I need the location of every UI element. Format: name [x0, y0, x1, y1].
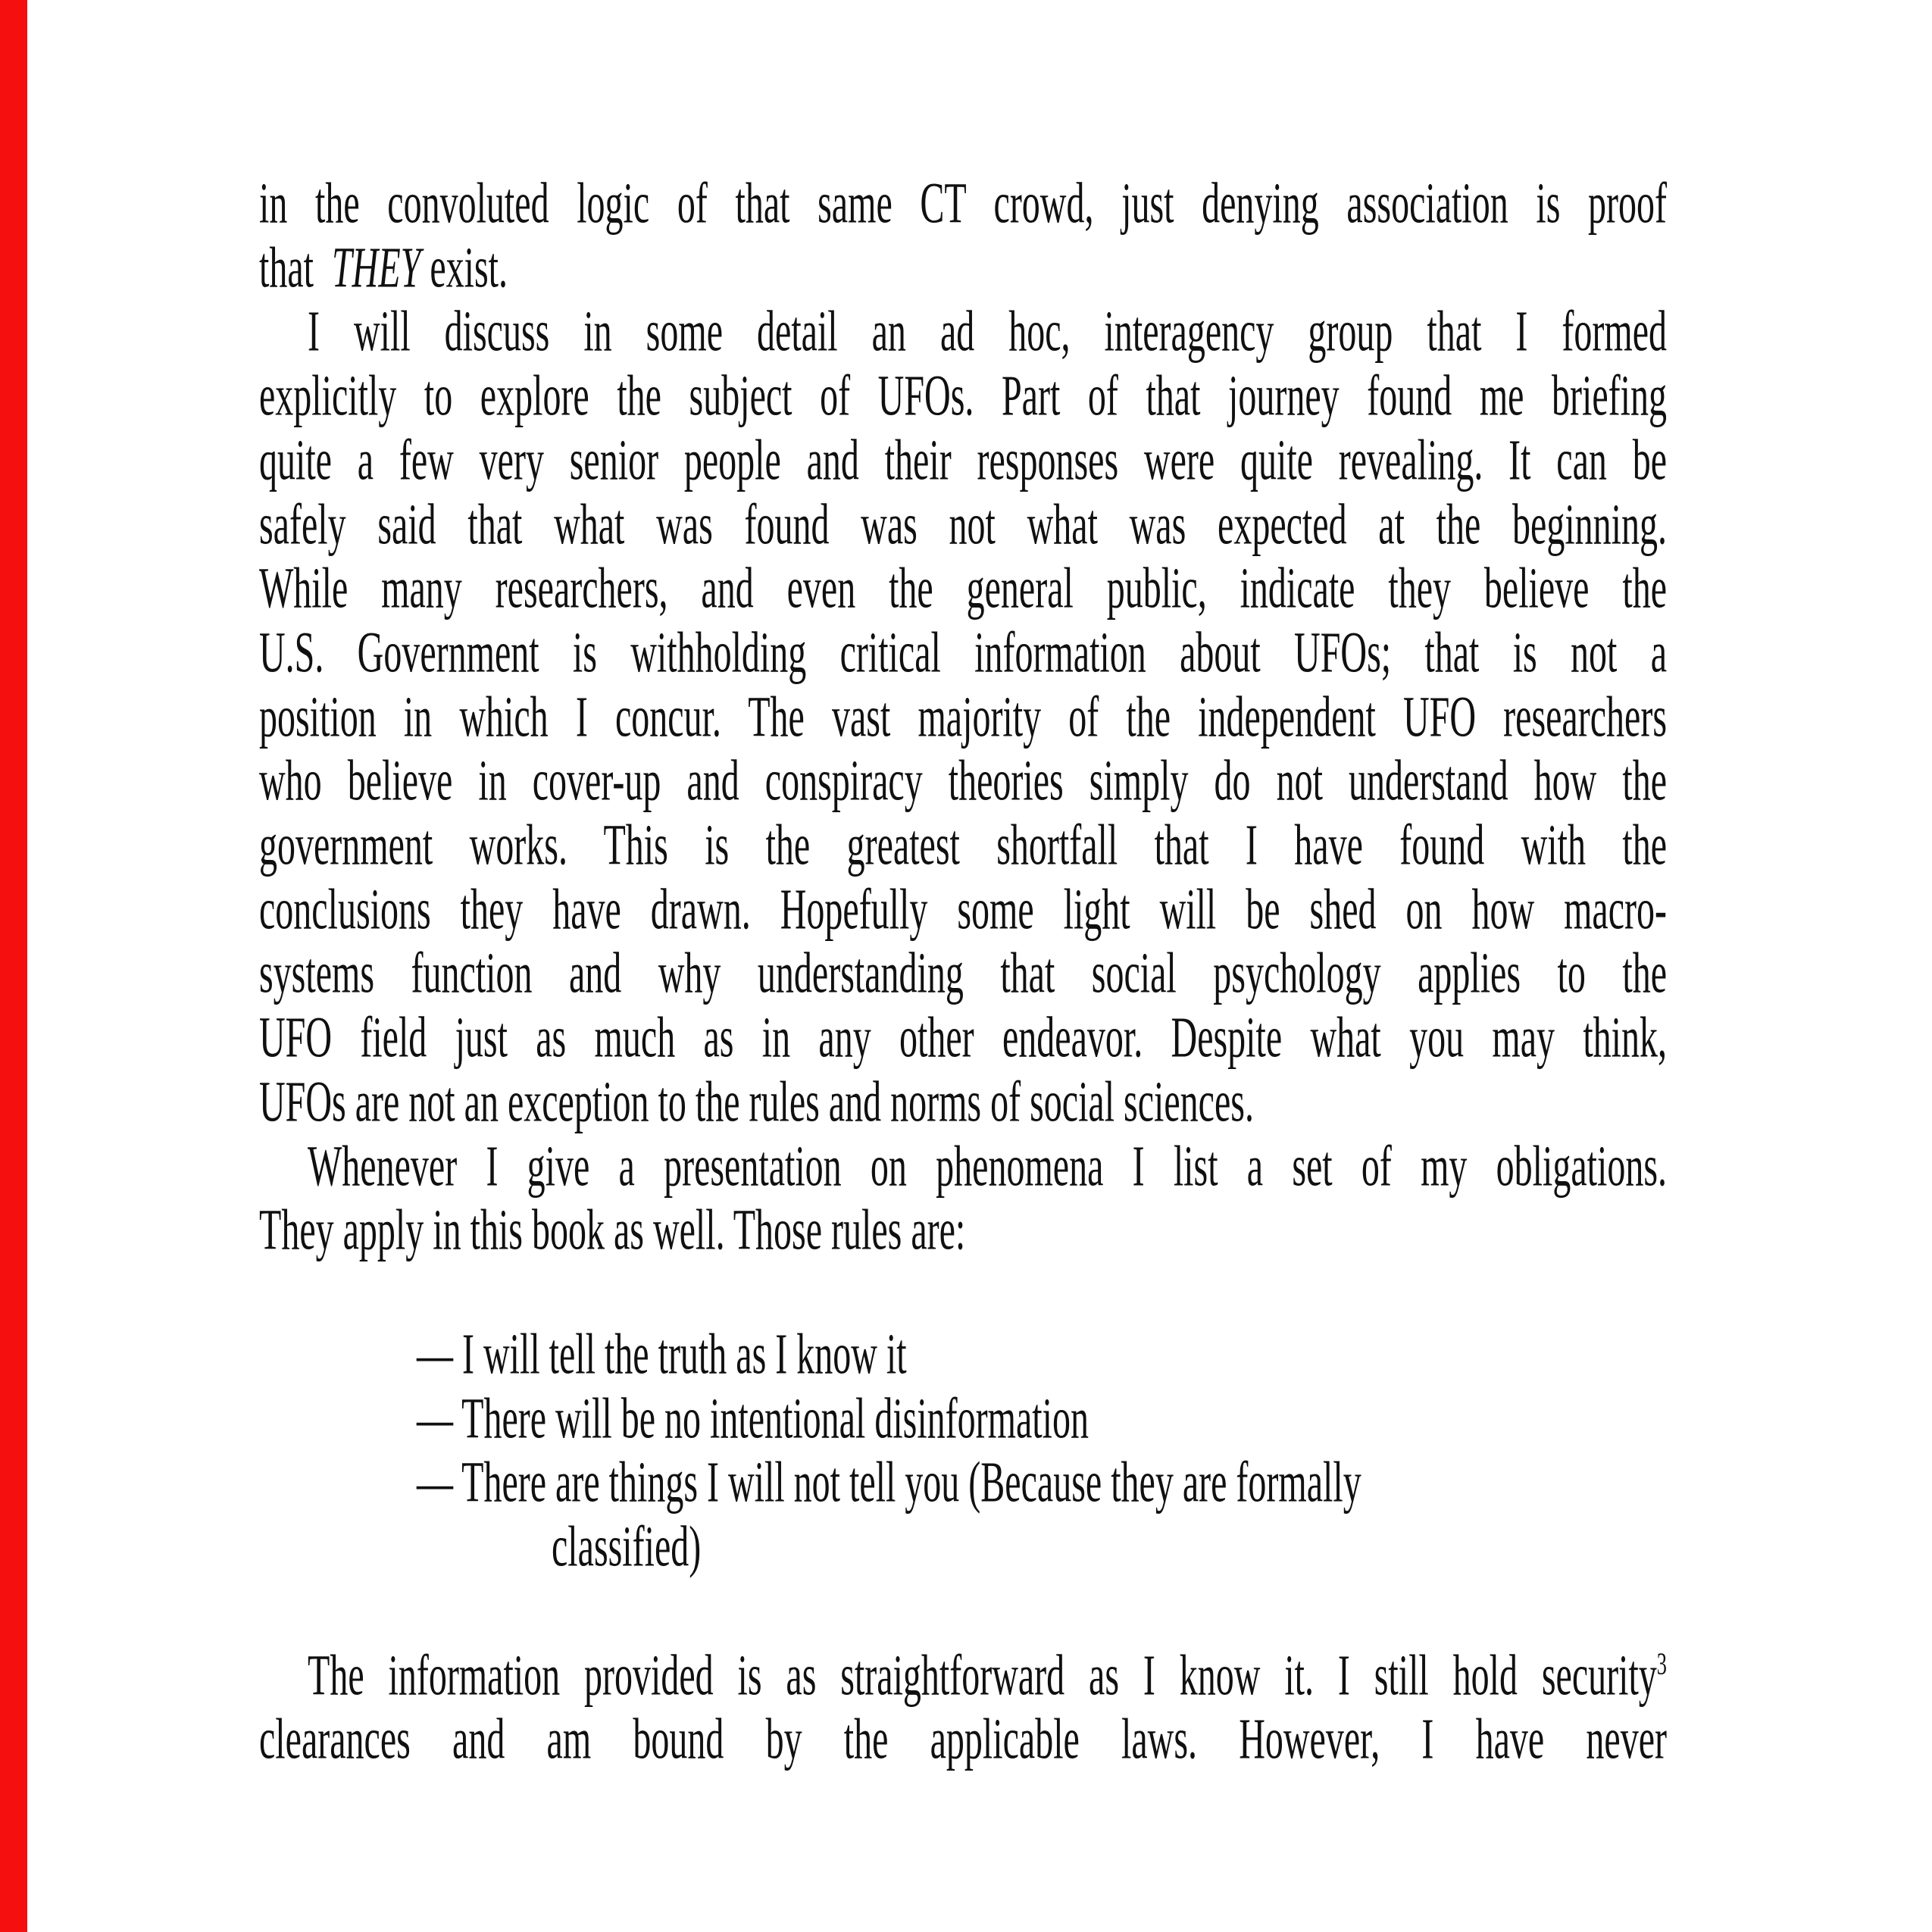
- text-line: safely said that what was found was not what was expected at the beginning.: [259, 492, 1667, 557]
- rule-list-item-continuation: classified): [552, 1515, 702, 1579]
- text-line: I will discuss in some detail an ad hoc, interagency group that I formed: [308, 300, 1667, 364]
- text-line: who believe in cover-up and conspiracy theories simply do not understand how the: [259, 749, 1667, 814]
- text-line: government works. This is the greatest shortfall that I have found with the: [259, 814, 1667, 877]
- text-line: quite a few very senior people and their responses were quite revealing. It can be: [259, 428, 1667, 492]
- rule-list-item: — There will be no intentional disinformation: [417, 1386, 1089, 1451]
- text-line: clearances and am bound by the applicable laws. However, I have never: [259, 1708, 1667, 1772]
- text-line: UFOs are not an exception to the rules and norms of social sciences.: [259, 1070, 1254, 1134]
- superscript-footnote-marker: 3: [1656, 1645, 1667, 1681]
- text-line: While many researchers, and even the general public, indicate they believe the: [259, 557, 1667, 621]
- text-segment: exist.: [420, 236, 508, 300]
- italic-word: THEY: [331, 236, 421, 300]
- body-text-block: [259, 173, 1667, 1773]
- rule-list-item: — I will tell the truth as I know it: [417, 1323, 907, 1386]
- text-line: U.S. Government is withholding critical information about UFOs; that is not a: [259, 621, 1667, 685]
- text-line: in the convoluted logic of that same CT crowd, just denying association is proof: [259, 172, 1667, 236]
- text-line: They apply in this book as well. Those rules are:: [259, 1199, 966, 1263]
- text-line: position in which I concur. The vast majority of the independent UFO researchers: [259, 685, 1667, 749]
- text-line: systems function and why understanding that social psychology applies to the: [259, 942, 1667, 1006]
- text-segment: The information provided is as straightforward as I know it. I still hold security: [308, 1643, 1657, 1708]
- rule-list-item: — There are things I will not tell you (Because they are formally: [417, 1451, 1361, 1515]
- text-line: explicitly to explore the subject of UFOs. Part of that journey found me briefing: [259, 364, 1667, 428]
- text-segment: that: [259, 236, 332, 300]
- red-scan-edge-stripe: [0, 0, 27, 1932]
- text-line: Whenever I give a presentation on phenomena I list a set of my obligations.: [308, 1134, 1667, 1199]
- text-line: conclusions they have drawn. Hopefully some light will be shed on how macro-: [259, 877, 1667, 942]
- text-line: UFO field just as much as in any other endeavor. Despite what you may think,: [259, 1006, 1667, 1071]
